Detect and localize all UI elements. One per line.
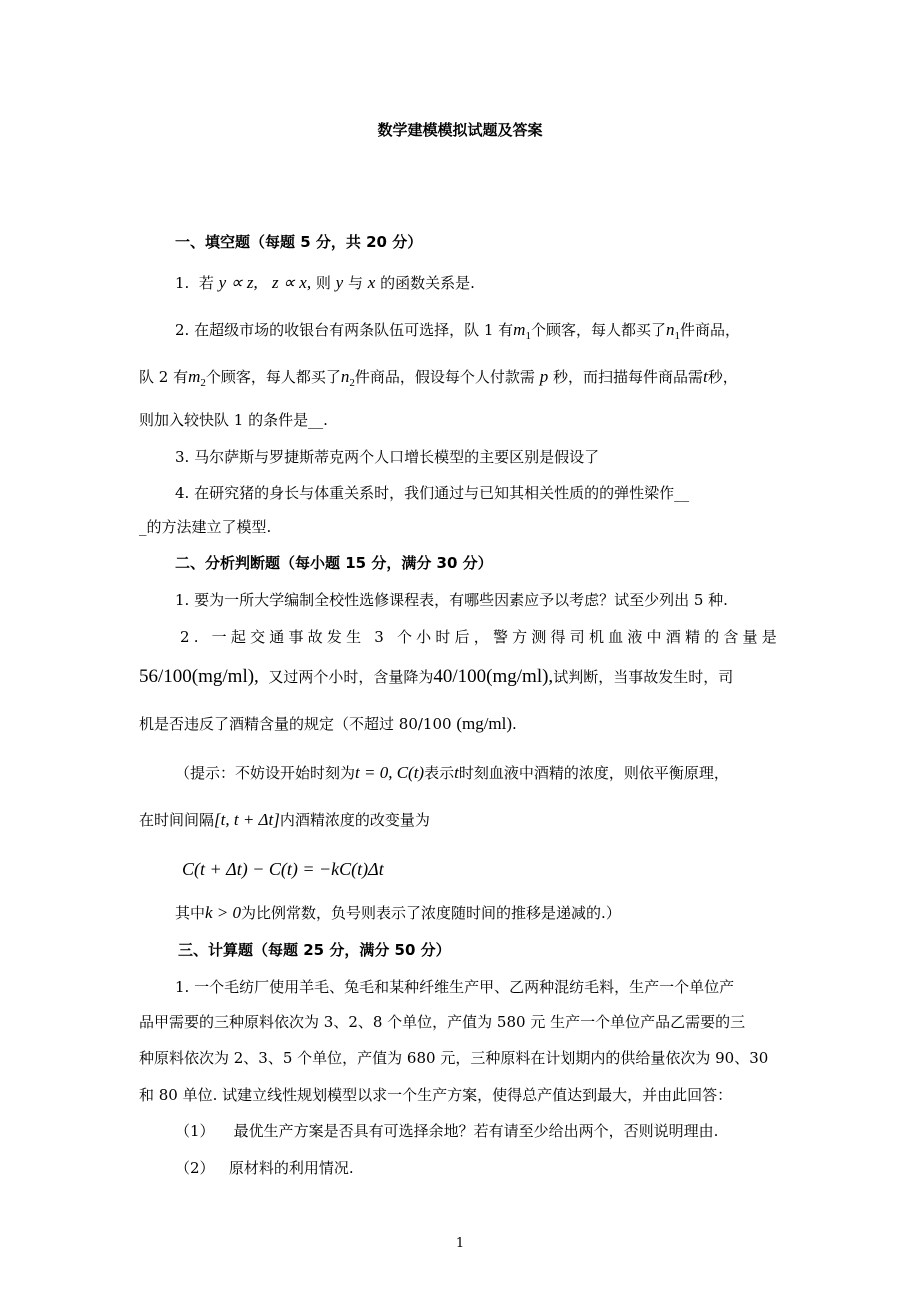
hint-line1: （提示：不妨设开始时刻为t = 0, C(t)表示t时刻血液中酒精的浓度，则依平衡原理， (175, 763, 729, 782)
s3-item-2: （2） 原材料的利用情况. (175, 1159, 354, 1177)
s3-paragraph-line3: 种原料依次为 2、3、5 个单位，产值为 680 元，三种原料在计划期内的供给量依次为 90、30 (139, 1049, 769, 1067)
s1-question-2-line3: 则加入较快队 1 的条件是__. (139, 411, 328, 429)
section1-heading: 一、填空题（每题 5 分，共 20 分） (175, 233, 423, 251)
s1-question-2-line1: 2. 在超级市场的收银台有两条队伍可选择，队 1 有$m_1$个顾客，每人都买了$n_1$件商品， (175, 320, 740, 342)
s3-item-1: （1） 最优生产方案是否具有可选择余地？若有请至少给出两个，否则说明理由. (175, 1122, 719, 1140)
s1-question-3: 3. 马尔萨斯与罗捷斯蒂克两个人口增长模型的主要区别是假设了 (175, 448, 600, 466)
section3-heading: 三、计算题（每题 25 分，满分 50 分） (178, 941, 451, 959)
s3-paragraph-line4: 和 80 单位. 试建立线性规划模型以求一个生产方案，使得总产值达到最大，并由此回答： (139, 1086, 733, 1104)
s3-paragraph-line1: 1. 一个毛纺厂使用羊毛、兔毛和某种纤维生产甲、乙两种混纺毛料，生产一个单位产 (175, 978, 735, 996)
s1-question-4-line2: _的方法建立了模型. (139, 518, 272, 536)
s3-paragraph-line2: 品甲需要的三种原料依次为 3、2、8 个单位，产值为 580 元 生产一个单位产品乙需要的三 (139, 1013, 746, 1031)
section2-heading: 二、分析判断题（每小题 15 分，满分 30 分） (175, 554, 493, 572)
hint-formula: C(t + Δt) − C(t) = −kC(t)Δt (182, 859, 384, 879)
hint-line4: 其中k > 0为比例常数，负号则表示了浓度随时间的推移是递减的.） (175, 903, 621, 922)
s2-question-2-line1: 2. 一起交通事故发生 3 个小时后，警方测得司机血液中酒精的含量是 (180, 628, 781, 646)
s2-question-1: 1. 要为一所大学编制全校性选修课程表，有哪些因素应予以考虑？试至少列出 5 种. (175, 591, 728, 609)
page-title: 数学建模模拟试题及答案 (377, 121, 543, 139)
s1-question-1: 1. 若 y ∝ z, z ∝ x, 则 y 与 x 的函数关系是. (175, 273, 475, 292)
hint-line2: 在时间间隔[t, t + Δt]内酒精浓度的改变量为 (139, 810, 430, 829)
s2-question-2-line2: 56/100(mg/ml), 又过两个小时，含量降为40/100(mg/ml),试判断，当事故发生时，司 (139, 666, 734, 687)
page-number: 1 (455, 1236, 465, 1251)
s1-question-2-line2: 队 2 有$m_2$个顾客，每人都买了$n_2$件商品，假设每个人付款需 p 秒，而扫描每件商品需t秒， (139, 367, 738, 389)
s2-question-2-line3: 机是否违反了酒精含量的规定（不超过 80/100 (mg/ml). (139, 714, 517, 733)
s1-question-4-line1: 4. 在研究猪的身长与体重关系时，我们通过与已知其相关性质的的弹性梁作__ (175, 484, 690, 502)
